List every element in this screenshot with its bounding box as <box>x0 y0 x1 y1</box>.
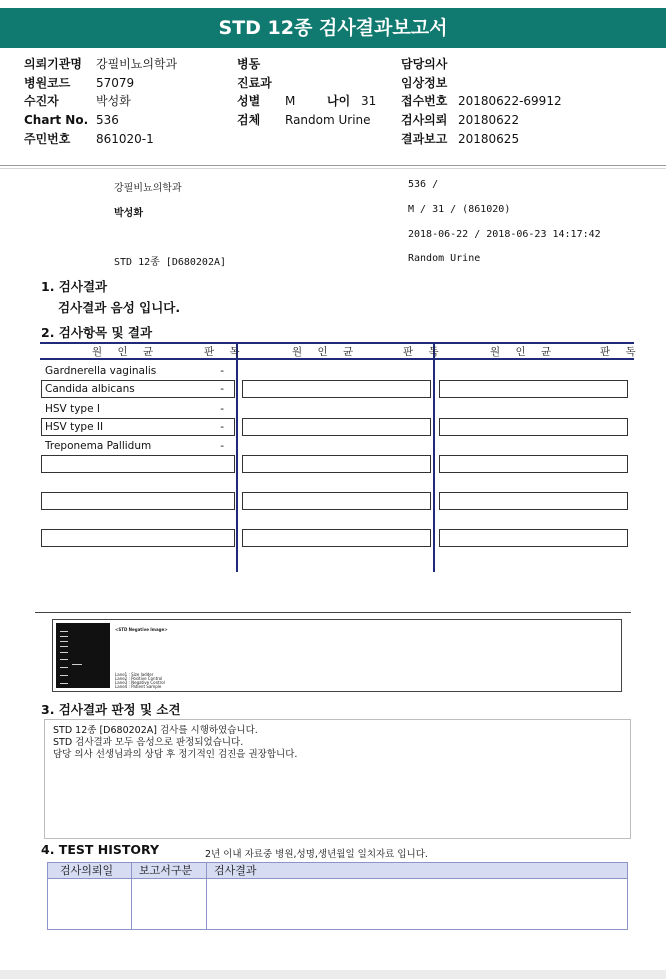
empty-row <box>439 529 628 547</box>
history-col-request-date: 검사의뢰일 <box>60 864 114 877</box>
pathogen-name: HSV type I <box>45 403 100 415</box>
label-hospital-code: 병원코드 <box>24 75 71 90</box>
pathogen-name: HSV type II <box>45 421 104 433</box>
pathogen-name: Treponema Pallidum <box>45 440 152 452</box>
header-middle-block <box>237 55 376 130</box>
value-age: 31 <box>361 94 377 109</box>
section3-title: 3. 검사결과 판정 및 소견 <box>41 702 181 717</box>
label-patient: 수진자 <box>24 94 59 109</box>
opinion-line: STD 12종 [D680202A] 검사를 시행하였습니다. <box>53 725 258 736</box>
pathogen-name: Candida albicans <box>45 383 135 395</box>
gel-legend-3: Lane3 : Negative Control <box>115 680 165 685</box>
opinion-line: 담당 의사 선생님과의 상담 후 정기적인 검진을 권장합니다. <box>53 749 298 760</box>
col-result-2: 판 독 <box>403 346 445 358</box>
empty-row <box>242 418 431 436</box>
empty-row <box>41 529 235 547</box>
label-clinical-info: 임상정보 <box>401 75 448 90</box>
history-note: 2년 이내 자료중 병원,성명,생년월일 일치자료 입니다. <box>205 849 428 860</box>
opinion-line: STD 검사결과 모두 음성으로 판정되었습니다. <box>53 737 244 748</box>
empty-row <box>242 529 431 547</box>
summary-test: STD 12종 [D680202A] <box>114 257 227 268</box>
col-pathogen-2: 원 인 균 <box>292 346 360 358</box>
grid-divider-1 <box>236 342 238 572</box>
history-table-body <box>47 879 628 930</box>
history-col-divider <box>206 862 207 930</box>
result-row <box>41 418 235 436</box>
section2-title: 2. 검사항목 및 결과 <box>41 325 153 340</box>
header-right-block <box>401 55 562 149</box>
image-separator <box>35 612 631 613</box>
label-receipt-no: 접수번호 <box>401 94 448 109</box>
summary-name: 박성화 <box>114 208 143 219</box>
summary-dates: 2018-06-22 / 2018-06-23 14:17:42 <box>408 229 601 240</box>
summary-clinic: 강필비뇨의학과 <box>114 183 182 194</box>
gel-legend-4: Lane4 : Patient Sample <box>115 684 162 689</box>
section1-title: 1. 검사결과 <box>41 279 108 294</box>
empty-row <box>439 380 628 398</box>
label-resident-no: 주민번호 <box>24 131 71 146</box>
value-resident-no: 861020-1 <box>96 131 154 146</box>
col-result-3: 판 독 <box>600 346 642 358</box>
gel-legend-1: Lane1 : Size ladder <box>115 672 154 677</box>
gel-legend-2: Lane2 : Positive Control <box>115 676 163 681</box>
empty-row <box>242 492 431 510</box>
empty-row <box>242 380 431 398</box>
label-ward: 병동 <box>237 57 261 71</box>
value-specimen: Random Urine <box>285 113 371 128</box>
label-specimen: 검체 <box>237 113 261 128</box>
label-chart-no: Chart No. <box>24 113 89 128</box>
report-title: STD 12종 검사결과보고서 <box>0 8 666 48</box>
empty-row <box>439 455 628 473</box>
summary-chart: 536 / <box>408 179 439 190</box>
empty-row <box>242 455 431 473</box>
value-hospital-code: 57079 <box>96 75 135 90</box>
grid-divider-2 <box>433 342 435 572</box>
header-divider <box>0 165 666 166</box>
value-request-date: 20180622 <box>458 113 520 128</box>
empty-row <box>41 455 235 473</box>
empty-row <box>41 492 235 510</box>
pathogen-result: - <box>220 403 224 415</box>
history-table-header <box>47 862 628 879</box>
section1-text: 검사결과 음성 입니다. <box>58 300 181 315</box>
label-doctor: 담당의사 <box>401 57 448 71</box>
history-col-divider <box>131 862 132 930</box>
value-receipt-no: 20180622-69912 <box>458 94 562 109</box>
value-patient: 박성화 <box>96 94 131 109</box>
gel-image-box <box>52 619 622 692</box>
result-row <box>41 437 235 455</box>
section4-title: 4. TEST HISTORY <box>41 842 160 857</box>
pathogen-result: - <box>220 365 224 377</box>
result-row <box>41 362 235 380</box>
label-sex: 성별 <box>237 94 261 109</box>
label-department: 진료과 <box>237 75 272 90</box>
col-result-1: 판 독 <box>204 346 246 358</box>
pathogen-result: - <box>220 440 224 452</box>
value-institution: 강필비뇨의학과 <box>96 57 178 71</box>
header-left-block <box>24 55 177 149</box>
col-pathogen-1: 원 인 균 <box>92 346 160 358</box>
header-divider-light <box>0 168 666 169</box>
value-chart-no: 536 <box>96 113 119 128</box>
label-report-date: 결과보고 <box>401 131 448 146</box>
empty-row <box>439 492 628 510</box>
result-row <box>41 400 235 418</box>
result-row <box>41 380 235 398</box>
label-age: 나이 <box>327 94 351 109</box>
value-report-date: 20180625 <box>458 131 520 146</box>
label-institution: 의뢰기관명 <box>24 57 82 71</box>
summary-sex-age: M / 31 / (861020) <box>408 204 511 215</box>
history-col-report-type: 보고서구분 <box>139 864 193 877</box>
pathogen-name: Gardnerella vaginalis <box>45 365 157 377</box>
label-request-date: 검사의뢰 <box>401 113 448 128</box>
opinion-box <box>44 719 631 839</box>
gel-image <box>56 623 110 688</box>
history-col-result: 검사결과 <box>214 864 257 877</box>
pathogen-result: - <box>220 383 224 395</box>
col-pathogen-3: 원 인 균 <box>490 346 558 358</box>
value-sex: M <box>285 94 296 109</box>
summary-specimen: Random Urine <box>408 253 481 264</box>
pathogen-result: - <box>220 421 224 433</box>
gel-title: <STD Negative Image> <box>115 627 168 632</box>
empty-row <box>439 418 628 436</box>
